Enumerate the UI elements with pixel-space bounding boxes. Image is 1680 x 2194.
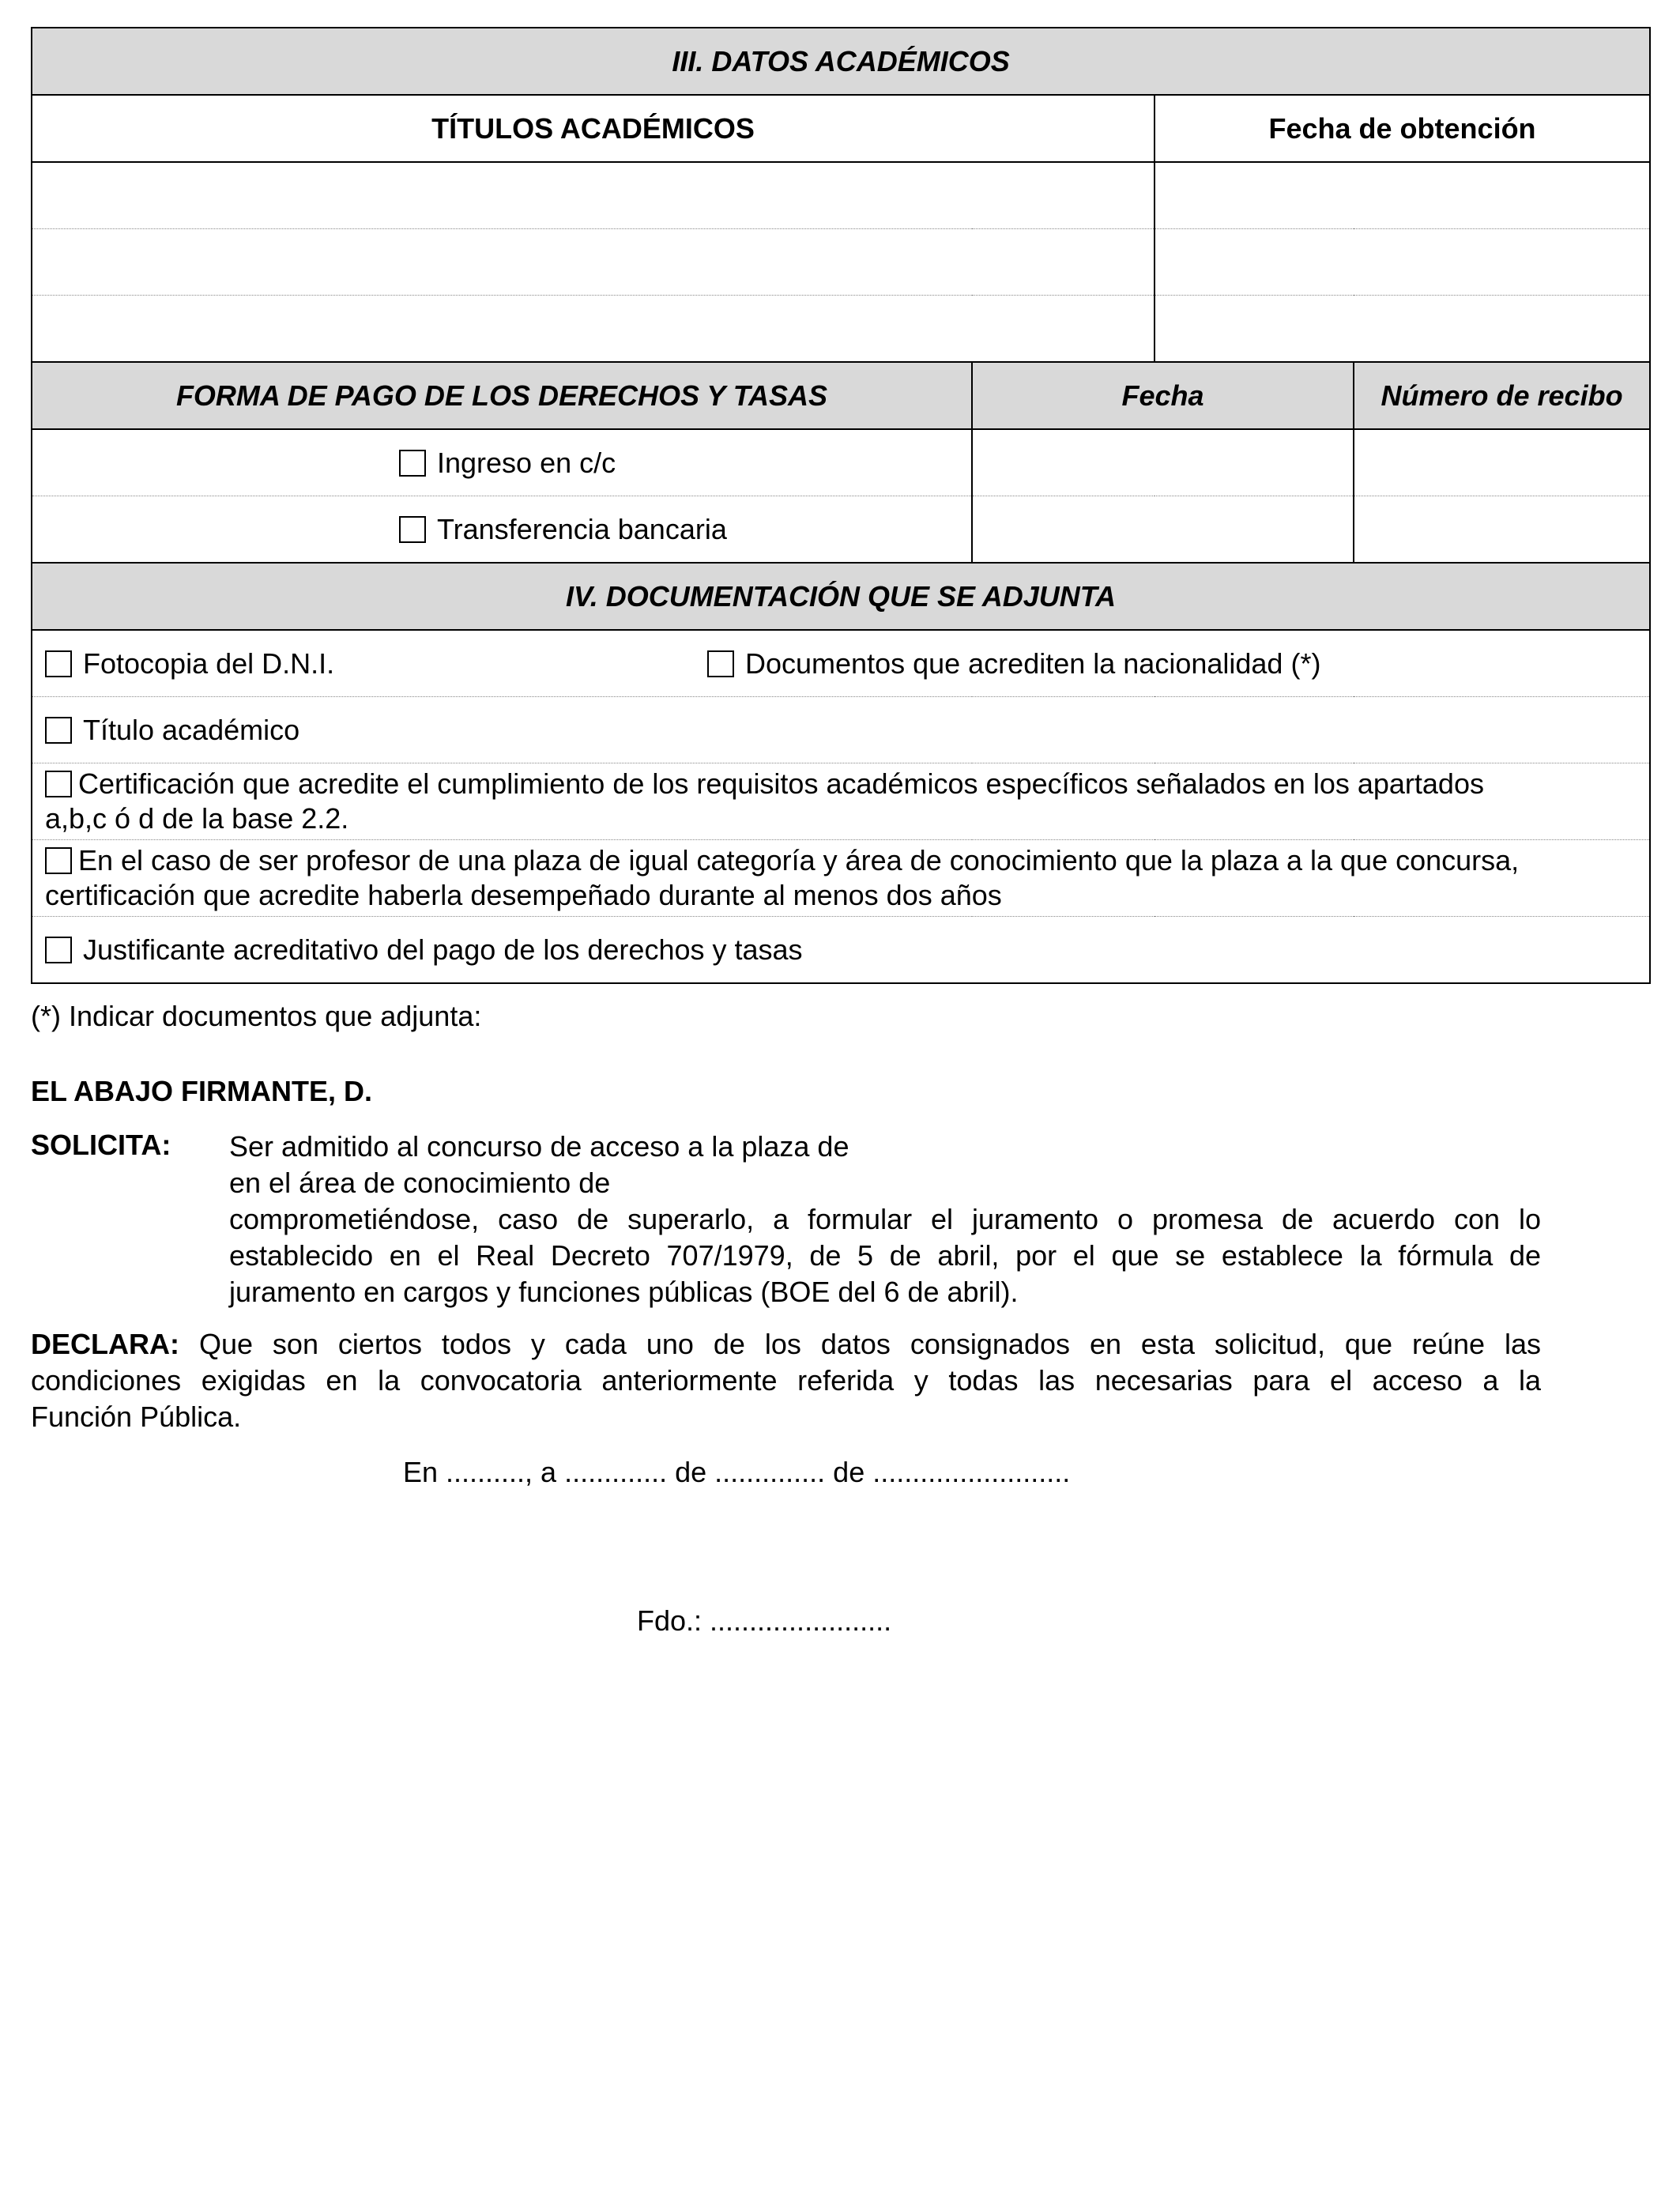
receipt-number-header: Número de recibo [1354, 362, 1650, 429]
footnote: (*) Indicar documentos que adjunta: [31, 1000, 482, 1032]
justificante-label: Justificante acreditativo del pago de los derechos y tasas [83, 933, 803, 966]
certificacion-label-2: a,b,c ó d de la base 2.2. [45, 802, 349, 835]
solicita-line: comprometiéndose, caso de superarlo, a formular el juramento o promesa de acuerdo con lo [229, 1203, 1541, 1235]
solicita-label: SOLICITA: [31, 1129, 171, 1161]
fecha-obtencion-field[interactable] [1155, 162, 1650, 229]
solicita-line: juramento en cargos y funciones públicas (BOE del 6 de abril). [229, 1276, 1019, 1308]
section-academic-title: III. DATOS ACADÉMICOS [32, 28, 1650, 95]
payment-option-ingreso [32, 429, 972, 496]
titulo-field[interactable] [32, 162, 1155, 229]
declara-text-1: Que son ciertos todos y cada uno de los datos consignados en esta solicitud, que reúne las [198, 1328, 1541, 1360]
certificacion-checkbox[interactable] [45, 771, 72, 797]
payment-method-header: FORMA DE PAGO DE LOS DERECHOS Y TASAS [32, 362, 972, 429]
solicita-line: Ser admitido al concurso de acceso a la plaza de [229, 1130, 849, 1163]
nacionalidad-checkbox[interactable] [707, 650, 734, 677]
solicita-text [229, 1129, 1541, 1310]
doc-row-titulo [32, 697, 1650, 763]
doc-row-certificacion [32, 763, 1650, 840]
declara-line-1 [31, 1326, 1541, 1363]
doc-row-dni [32, 630, 1650, 697]
payment-option-transferencia [32, 496, 972, 564]
declara-block [31, 1326, 1541, 1435]
fecha-obtencion-field[interactable] [1155, 296, 1650, 363]
fecha-obtencion-field[interactable] [1155, 229, 1650, 296]
ingreso-label: Ingreso en c/c [437, 446, 616, 479]
profesor-label-2: certificación que acredite haberla desempeñado durante al menos dos años [45, 879, 1002, 911]
titulo-field[interactable] [32, 296, 1155, 363]
titulo-checkbox[interactable] [45, 717, 72, 744]
titulo-field[interactable] [32, 229, 1155, 296]
firmante-label: EL ABAJO FIRMANTE, D. [31, 1075, 373, 1107]
doc-row-justificante [32, 917, 1650, 984]
justificante-checkbox[interactable] [45, 937, 72, 963]
certificacion-label-1: Certificación que acredite el cumplimiento de los requisitos académicos específicos señalados en los apartados [78, 767, 1484, 800]
section-documentation-title: IV. DOCUMENTACIÓN QUE SE ADJUNTA [32, 563, 1650, 630]
doc-row-profesor [32, 840, 1650, 917]
ingreso-checkbox[interactable] [399, 450, 426, 477]
transferencia-label: Transferencia bancaria [437, 512, 727, 545]
dni-label: Fotocopia del D.N.I. [83, 647, 335, 680]
payment-date-header: Fecha [972, 362, 1354, 429]
solicita-line: establecido en el Real Decreto 707/1979, de 5 de abril, por el que se establece la fórmula de [229, 1239, 1541, 1272]
dni-checkbox[interactable] [45, 650, 72, 677]
signature-line[interactable]: Fdo.: ....................... [637, 1604, 892, 1637]
declara-line-3: Función Pública. [31, 1400, 242, 1433]
fecha-obtencion-header: Fecha de obtención [1155, 95, 1650, 162]
declara-line-2: condiciones exigidas en la convocatoria anteriormente referida y todas las necesarias para el acceso a la [31, 1364, 1541, 1397]
solicita-line: en el área de conocimiento de [229, 1167, 611, 1199]
profesor-checkbox[interactable] [45, 847, 72, 874]
nacionalidad-label: Documentos que acrediten la nacionalidad (*) [745, 647, 1321, 680]
application-form-table [31, 27, 1651, 984]
profesor-label-1: En el caso de ser profesor de una plaza de igual categoría y área de conocimiento que la plaza a la que concursa, [78, 844, 1520, 876]
declara-label: DECLARA: [31, 1328, 179, 1360]
titulos-academicos-header: TÍTULOS ACADÉMICOS [32, 95, 1155, 162]
payment-date-field[interactable] [972, 496, 1354, 564]
receipt-number-field[interactable] [1354, 496, 1650, 564]
titulo-label: Título académico [83, 713, 300, 746]
lugar-fecha-line[interactable]: En .........., a ............. de .............. de ......................... [403, 1456, 1071, 1488]
payment-date-field[interactable] [972, 429, 1354, 496]
receipt-number-field[interactable] [1354, 429, 1650, 496]
transferencia-checkbox[interactable] [399, 516, 426, 543]
